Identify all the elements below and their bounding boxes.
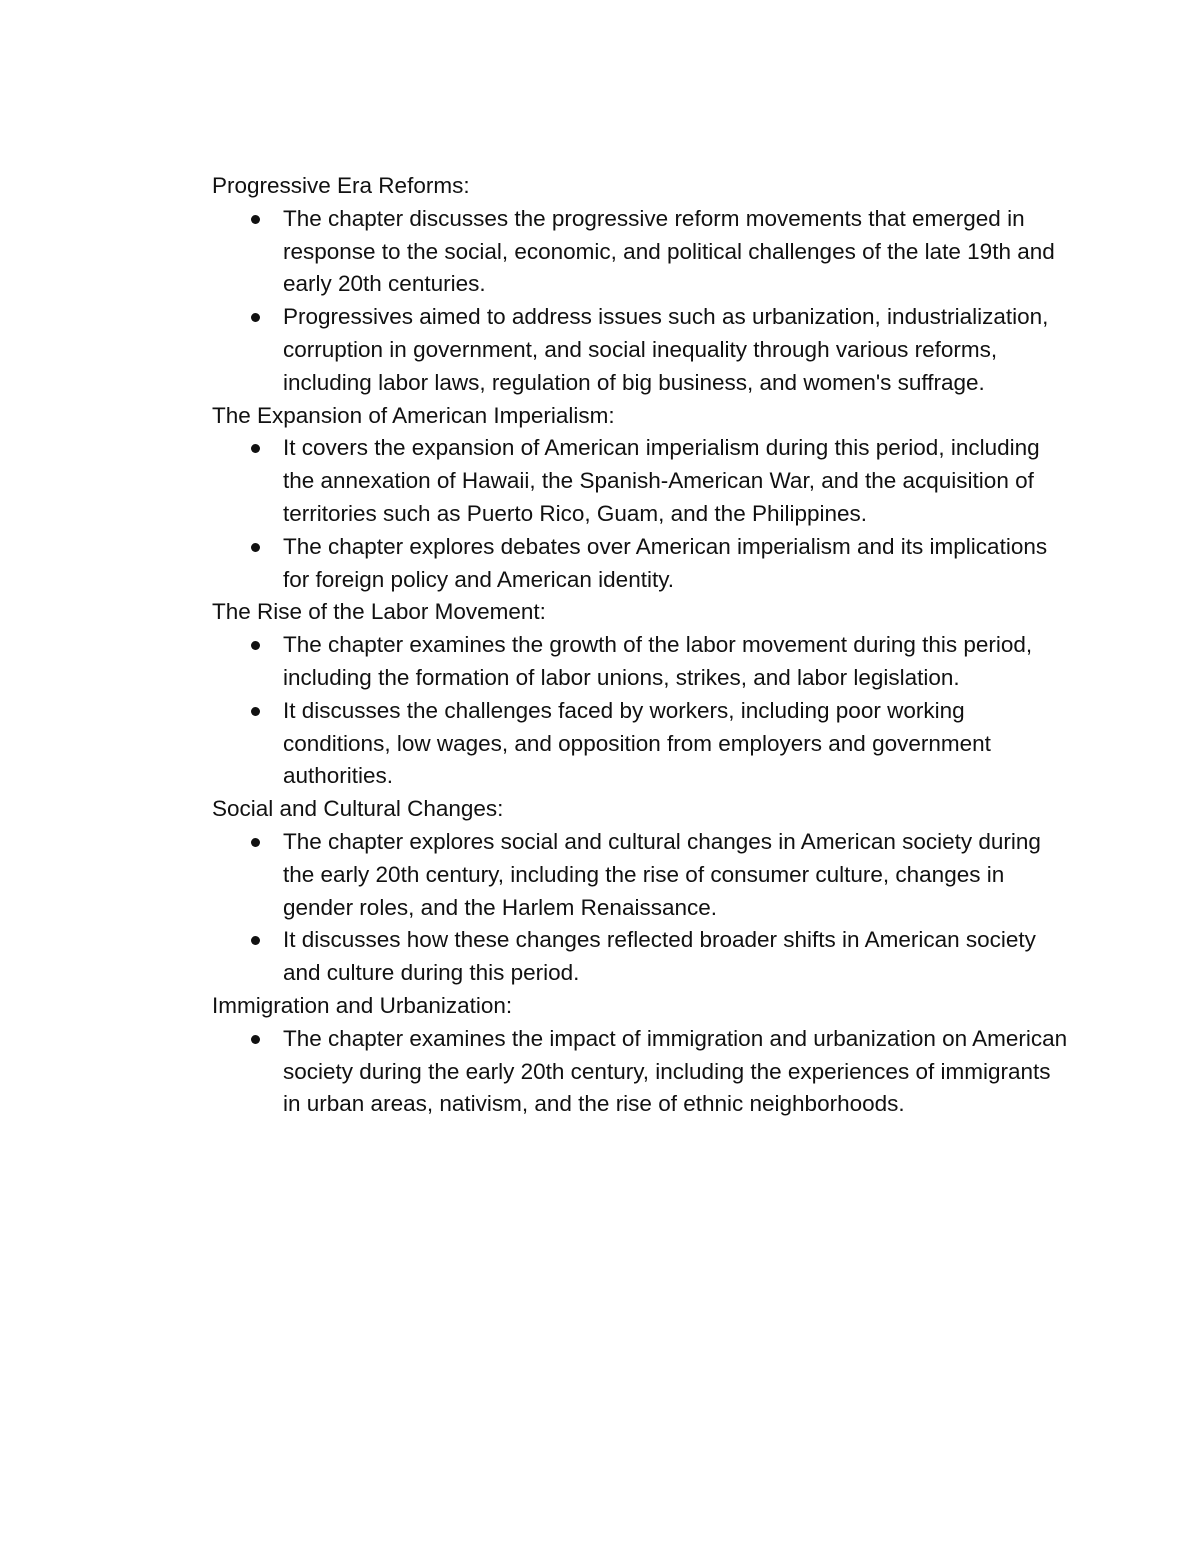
bullet-icon [251, 707, 260, 716]
list-item [212, 924, 1072, 990]
section-heading: Social and Cultural Changes: [212, 796, 504, 822]
list-item [212, 203, 1072, 301]
section-heading: The Rise of the Labor Movement: [212, 599, 546, 625]
bullet-list [212, 432, 1072, 596]
list-item-text: The chapter examines the growth of the labor movement during this period, including the formation of labor unions, strikes, and labor legislation. [283, 632, 1033, 690]
section-labor-movement [212, 596, 1072, 793]
bullet-list [212, 203, 1072, 400]
bullet-list [212, 1023, 1072, 1121]
bullet-list [212, 629, 1072, 793]
bullet-list [212, 826, 1072, 990]
bullet-icon [251, 313, 260, 322]
list-item [212, 826, 1072, 924]
section-heading: The Expansion of American Imperialism: [212, 402, 615, 428]
list-item [212, 695, 1072, 793]
list-item [212, 1023, 1072, 1121]
list-item-text: Progressives aimed to address issues such as urbanization, industrialization, corruption in government, and social inequality through various reforms, including labor laws, regulation of big business, and women's suffrage. [283, 304, 1049, 395]
section-heading: Progressive Era Reforms: [212, 173, 470, 198]
list-item-text: It covers the expansion of American imperialism during this period, including the annexation of Hawaii, the Spanish-American War, and the acquisition of territories such as Puerto Rico, Guam, and the Philippines. [283, 435, 1040, 526]
document-page [212, 170, 1072, 1121]
list-item-text: The chapter discusses the progressive reform movements that emerged in response to the social, economic, and political challenges of the late 19th and early 20th centuries. [283, 205, 1055, 297]
list-item [212, 301, 1072, 399]
bullet-icon [251, 936, 260, 945]
list-item-text: It discusses how these changes reflected broader shifts in American society and culture during this period. [283, 927, 1036, 986]
list-item-text: It discusses the challenges faced by workers, including poor working conditions, low wages, and opposition from employers and government authorities. [283, 697, 991, 789]
list-item [212, 629, 1072, 695]
list-item-text: The chapter explores debates over American imperialism and its implications for foreign policy and American identity. [283, 533, 1048, 592]
bullet-icon [251, 215, 260, 224]
bullet-icon [251, 641, 260, 650]
list-item-text: The chapter explores social and cultural changes in American society during the early 20th century, including the rise of consumer culture, changes in gender roles, and the Harlem Renaissance. [283, 828, 1041, 920]
section-heading: Immigration and Urbanization: [212, 992, 513, 1018]
section-progressive-era-reforms [212, 170, 1072, 400]
bullet-icon [251, 444, 260, 453]
bullet-icon [251, 1035, 260, 1044]
list-item [212, 432, 1072, 530]
bullet-icon [251, 543, 260, 552]
list-item-text: The chapter examines the impact of immigration and urbanization on American society during the early 20th century, including the experiences of immigrants in urban areas, nativism, and the rise of ethnic neighborhoods. [283, 1025, 1068, 1117]
section-social-cultural-changes [212, 793, 1072, 990]
section-american-imperialism [212, 400, 1072, 597]
bullet-icon [251, 838, 260, 847]
section-immigration-urbanization [212, 990, 1072, 1121]
list-item [212, 531, 1072, 597]
